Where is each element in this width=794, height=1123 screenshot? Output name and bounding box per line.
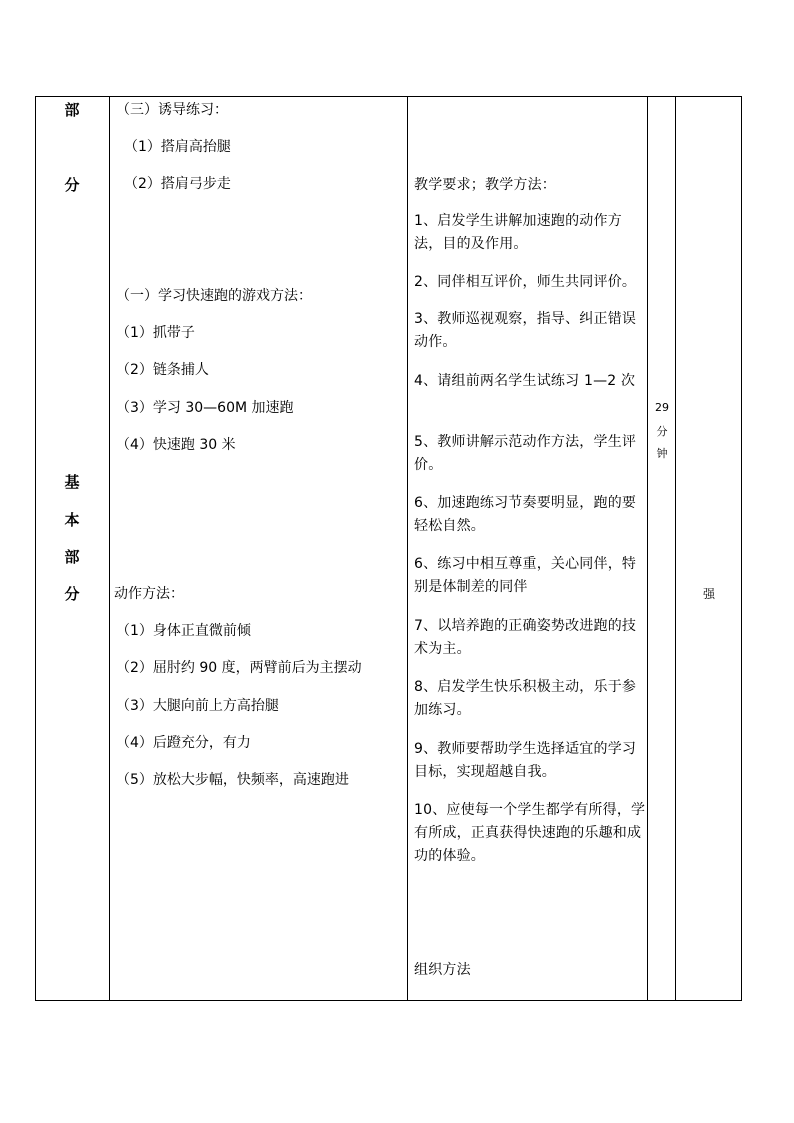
column-divider xyxy=(675,97,676,1000)
list-item: （2）屈肘约 90 度，两臂前后为主摆动 xyxy=(116,660,362,676)
requirement-item: 4、请组前两名学生试练习 1—2 次 xyxy=(414,373,636,389)
section-char: 基 xyxy=(64,473,80,491)
list-item: （1）搭肩高抬腿 xyxy=(124,139,231,155)
list-item: （4）后蹬充分，有力 xyxy=(116,735,251,751)
time-unit: 分 xyxy=(656,425,668,438)
section-char: 部 xyxy=(64,548,80,566)
requirement-item: 6、加速跑练习节奏要明显，跑的要轻松自然。 xyxy=(414,495,637,534)
requirement-item: 5、教师讲解示范动作方法，学生评价。 xyxy=(414,434,637,473)
requirement-item: 3、教师巡视观察，指导、纠正错误动作。 xyxy=(414,311,637,350)
list-item: （3）学习 30—60M 加速跑 xyxy=(116,400,294,416)
section-char: 部 xyxy=(64,101,80,119)
guided-practice-title: （三）诱导练习： xyxy=(116,102,228,118)
intensity-value: 强 xyxy=(702,587,715,601)
list-item: （1）抓带子 xyxy=(116,325,195,341)
requirement-item: 1、启发学生讲解加速跑的动作方法，目的及作用。 xyxy=(414,213,622,252)
list-item: （2）搭肩弓步走 xyxy=(124,176,231,192)
section-char: 分 xyxy=(64,585,80,603)
requirement-item: 8、启发学生快乐积极主动，乐于参加练习。 xyxy=(414,679,637,718)
column-divider xyxy=(407,97,408,1000)
game-method-title: （一）学习快速跑的游戏方法： xyxy=(116,288,312,304)
requirement-item: 9、教师要帮助学生选择适宜的学习目标，实现超越自我。 xyxy=(414,741,637,780)
organization-title: 组织方法 xyxy=(414,962,471,978)
requirement-item: 10、应使每一个学生都学有所得，学有所成，正真获得快速跑的乐趣和成功的体验。 xyxy=(414,802,646,864)
list-item: （4）快速跑 30 米 xyxy=(116,437,236,453)
time-unit: 钟 xyxy=(656,447,668,460)
lesson-table xyxy=(35,96,742,1001)
list-item: （3）大腿向前上方高抬腿 xyxy=(116,698,279,714)
time-value: 29 xyxy=(655,401,669,414)
requirement-item: 2、同伴相互评价，师生共同评价。 xyxy=(414,274,637,290)
list-item: （1）身体正直微前倾 xyxy=(116,623,251,639)
requirement-item: 6、练习中相互尊重，关心同伴，特别是体制差的同伴 xyxy=(414,556,637,595)
action-method-title: 动作方法： xyxy=(114,586,184,602)
column-divider xyxy=(109,97,110,1000)
section-char: 本 xyxy=(64,511,80,529)
list-item: （5）放松大步幅，快频率，高速跑进 xyxy=(116,772,349,788)
requirement-item: 7、以培养跑的正确姿势改进跑的技术为主。 xyxy=(414,618,637,657)
list-item: （2）链条捕人 xyxy=(116,362,209,378)
section-char: 分 xyxy=(64,176,80,194)
requirements-title: 教学要求；教学方法： xyxy=(414,177,556,193)
